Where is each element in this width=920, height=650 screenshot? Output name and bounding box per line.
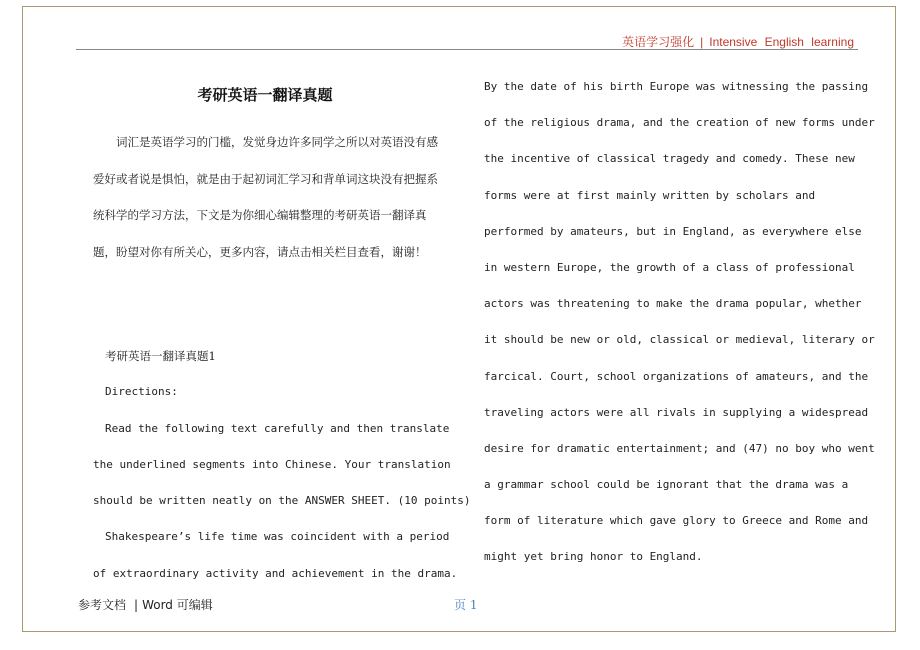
text-line: should be written neatly on the ANSWER SHEET. (10 points) xyxy=(93,494,471,508)
text-line: the underlined segments into Chinese. Your translation xyxy=(93,457,451,471)
text-line: form of literature which gave glory to Greece and Rome and xyxy=(484,514,869,528)
right-column-text xyxy=(484,74,875,581)
footer-separator: | xyxy=(134,598,139,612)
intro-paragraph: 词汇是英语学习的门槛，发觉身边许多同学之所以对英语没有感爱好或者说是惧怕，就是由于起初词汇学习和背单词这块没有把握系统科学的学习方法，下文是为你细心编辑整理的考研英语一翻译真题，盼望对你有所关心，更多内容，请点击相关栏目查看，谢谢！ xyxy=(93,135,438,259)
text-line: actors was threatening to make the drama popular, whether xyxy=(484,297,862,311)
header-brand-cn: 英语学习强化 xyxy=(622,35,695,49)
text-line: desire for dramatic entertainment; and (47) no boy who went xyxy=(484,441,875,455)
text-line: traveling actors were all rivals in supplying a widespread xyxy=(484,405,869,419)
footer-edit-note: Word 可编辑 xyxy=(142,598,213,612)
text-line: it should be new or old, classical or medieval, literary or xyxy=(484,333,875,347)
text-line: By the date of his birth Europe was witnessing the passing xyxy=(484,80,869,93)
header-separator: | xyxy=(700,35,704,49)
page-footer xyxy=(78,596,213,613)
text-line: the incentive of classical tragedy and comedy. These new xyxy=(484,152,855,166)
section-heading: 考研英语一翻译真题1 xyxy=(105,349,216,363)
left-column-text xyxy=(93,343,471,597)
header-brand-en: Intensive English learning xyxy=(709,35,854,49)
page-number: 页 1 xyxy=(454,598,478,612)
text-line: Read the following text carefully and then translate xyxy=(105,421,450,435)
text-line: in western Europe, the growth of a class of professional xyxy=(484,260,855,274)
text-line: Directions: xyxy=(105,385,178,399)
text-line: Shakespeare’s life time was coincident with a period xyxy=(105,530,450,544)
text-line: might yet bring honor to England. xyxy=(484,550,703,564)
page-header xyxy=(622,33,854,50)
text-line: of extraordinary activity and achievement in the drama. xyxy=(93,566,458,580)
header-divider xyxy=(76,49,858,50)
text-line: a grammar school could be ignorant that the drama was a xyxy=(484,478,849,492)
text-line: performed by amateurs, but in England, as everywhere else xyxy=(484,224,862,238)
text-line: forms were at first mainly written by scholars and xyxy=(484,188,816,202)
document-title: 考研英语一翻译真题 xyxy=(197,86,333,104)
text-line: farcical. Court, school organizations of amateurs, and the xyxy=(484,369,869,383)
text-line: of the religious drama, and the creation of new forms under xyxy=(484,116,875,130)
footer-label: 参考文档 xyxy=(78,598,127,612)
